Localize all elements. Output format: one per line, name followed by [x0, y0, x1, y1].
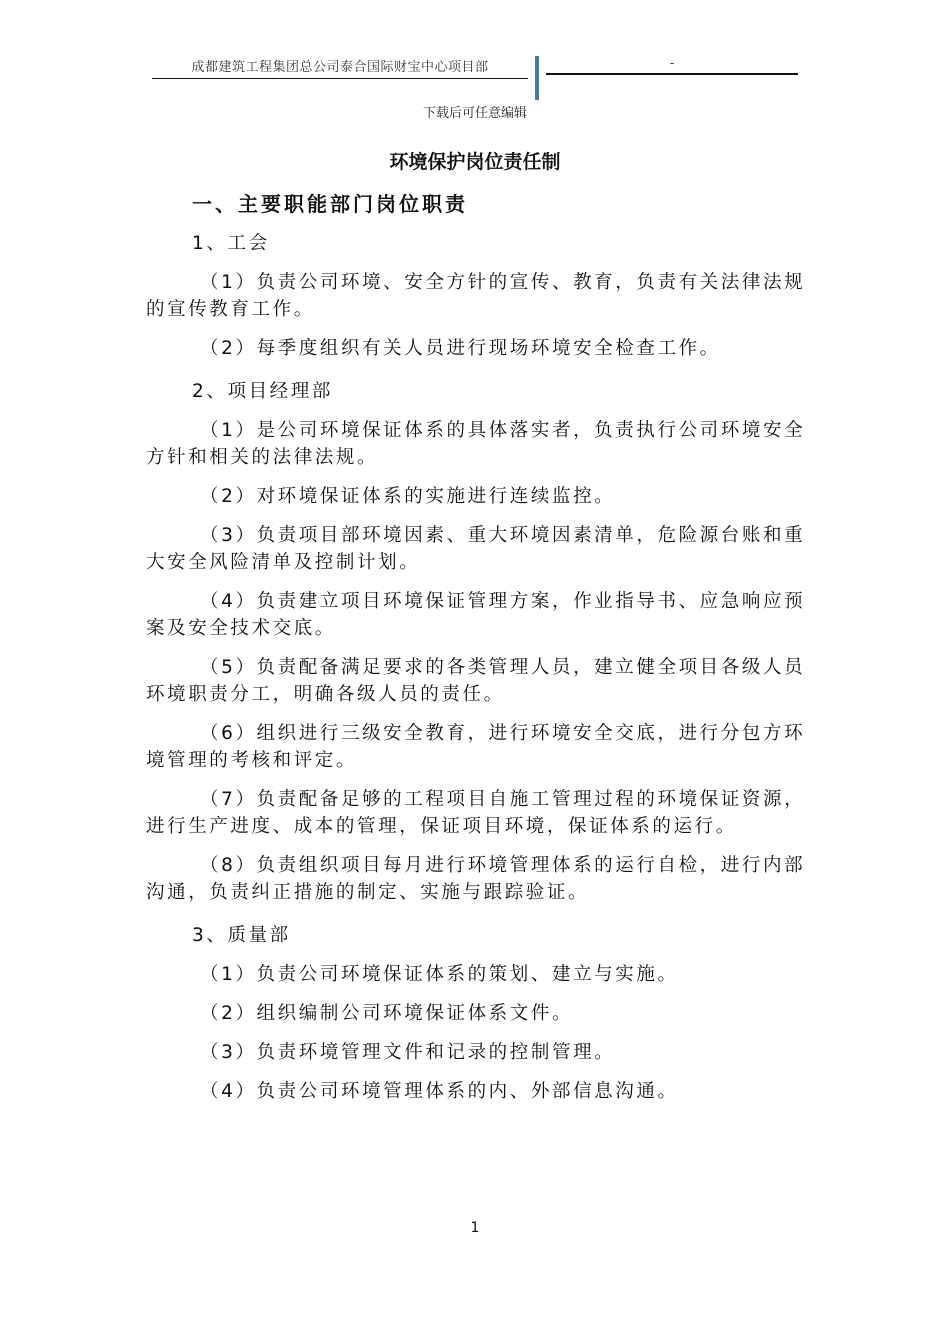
paragraph: （6）组织进行三级安全教育，进行环境安全交底，进行分包方环境管理的考核和评定。	[146, 723, 806, 771]
section-heading: 一、主要职能部门岗位职责	[192, 192, 468, 216]
header-download-note: 下载后可任意编辑	[422, 106, 527, 121]
paragraph: （3）负责项目部环境因素、重大环境因素清单，危险源台账和重大安全风险清单及控制计划。	[146, 525, 806, 573]
page-number: 1	[470, 1220, 480, 1236]
header-right-text: -	[546, 56, 798, 75]
paragraph: （5）负责配备满足要求的各类管理人员，建立健全项目各级人员环境职责分工，明确各级人员的责任。	[146, 657, 806, 705]
paragraph: （2）每季度组织有关人员进行现场环境安全检查工作。	[200, 338, 721, 359]
paragraph: （1）负责公司环境、安全方针的宣传、教育，负责有关法律法规的宣传教育工作。	[146, 272, 806, 320]
paragraph: （7）负责配备足够的工程项目自施工管理过程的环境保证资源，进行生产进度、成本的管理，保证项目环境，保证体系的运行。	[146, 789, 806, 837]
header-project-name: 成都建筑工程集团总公司泰合国际财宝中心项目部	[152, 56, 528, 79]
paragraph: （8）负责组织项目每月进行环境管理体系的运行自检，进行内部沟通，负责纠正措施的制定、实施与跟踪验证。	[146, 855, 806, 903]
paragraph: （3）负责环境管理文件和记录的控制管理。	[200, 1042, 616, 1063]
paragraph: （2）组织编制公司环境保证体系文件。	[200, 1003, 574, 1024]
paragraph: （2）对环境保证体系的实施进行连续监控。	[200, 486, 616, 507]
subsection-heading-project-dept: 2、项目经理部	[192, 381, 333, 402]
document-title: 环境保护岗位责任制	[389, 151, 561, 173]
paragraph: （1）负责公司环境保证体系的策划、建立与实施。	[200, 964, 679, 985]
header-divider	[535, 56, 539, 100]
subsection-heading-quality-dept: 3、质量部	[192, 925, 291, 946]
paragraph: （4）负责建立项目环境保证管理方案，作业指导书、应急响应预案及安全技术交底。	[146, 591, 806, 639]
subsection-heading-union: 1、工会	[192, 233, 270, 254]
paragraph: （1）是公司环境保证体系的具体落实者，负责执行公司环境安全方针和相关的法律法规。	[146, 420, 806, 468]
document-body	[146, 230, 806, 1105]
paragraph: （4）负责公司环境管理体系的内、外部信息沟通。	[200, 1081, 679, 1102]
